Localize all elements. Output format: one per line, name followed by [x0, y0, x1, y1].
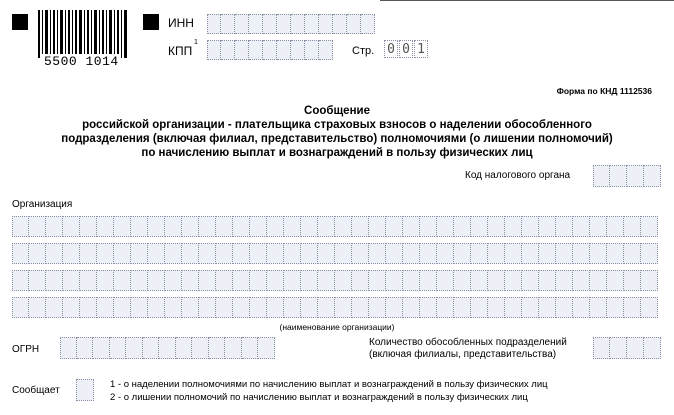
input-cell[interactable]: [263, 40, 277, 60]
input-cell[interactable]: [216, 243, 233, 264]
input-cell[interactable]: [386, 216, 403, 237]
input-cell[interactable]: [182, 270, 199, 291]
input-cell[interactable]: [199, 270, 216, 291]
tax-authority-code-label: Код налогового органа: [465, 170, 571, 181]
kpp-cells[interactable]: [207, 40, 333, 60]
input-cell[interactable]: [267, 216, 284, 237]
title-line-1: Сообщение: [304, 105, 370, 117]
reports-label: Сообщает: [12, 385, 60, 396]
input-cell[interactable]: [573, 297, 590, 318]
input-cell[interactable]: [333, 14, 347, 34]
input-cell[interactable]: [221, 14, 235, 34]
input-cell[interactable]: [386, 243, 403, 264]
input-cell[interactable]: [420, 243, 437, 264]
input-cell[interactable]: [291, 14, 305, 34]
input-cell[interactable]: [403, 216, 420, 237]
input-cell[interactable]: [471, 243, 488, 264]
input-cell[interactable]: [192, 337, 209, 359]
input-cell[interactable]: [242, 337, 259, 359]
input-cell[interactable]: [319, 40, 333, 60]
input-cell[interactable]: [131, 216, 148, 237]
input-cell[interactable]: [593, 337, 610, 359]
input-cell[interactable]: [216, 297, 233, 318]
input-cell[interactable]: [93, 337, 110, 359]
input-cell[interactable]: [263, 14, 277, 34]
input-cell[interactable]: [593, 165, 610, 187]
input-cell[interactable]: [627, 337, 644, 359]
input-cell[interactable]: [277, 40, 291, 60]
input-cell[interactable]: [209, 337, 226, 359]
input-cell[interactable]: [60, 337, 77, 359]
input-cell[interactable]: [114, 297, 131, 318]
input-cell[interactable]: [319, 14, 333, 34]
input-cell[interactable]: [80, 270, 97, 291]
input-cell[interactable]: [301, 216, 318, 237]
input-cell[interactable]: [233, 216, 250, 237]
input-cell[interactable]: [607, 297, 624, 318]
input-cell[interactable]: [216, 216, 233, 237]
input-cell[interactable]: [607, 216, 624, 237]
input-cell[interactable]: [46, 297, 63, 318]
input-cell[interactable]: [573, 216, 590, 237]
input-cell[interactable]: [641, 297, 658, 318]
kpp-superscript: 1: [194, 39, 198, 46]
input-cell[interactable]: [233, 243, 250, 264]
barcode-number: 5500 1014: [44, 54, 119, 69]
title-line-2: российской организации - плательщика страховых взносов о наделении обособленного: [82, 119, 592, 131]
input-cell[interactable]: [221, 40, 235, 60]
input-cell[interactable]: [305, 40, 319, 60]
input-cell[interactable]: [318, 270, 335, 291]
page-number-cells[interactable]: [384, 40, 429, 58]
input-cell[interactable]: [420, 216, 437, 237]
input-cell[interactable]: [624, 243, 641, 264]
title-line-4: по начислению выплат и вознаграждений в пользу физических лиц: [141, 147, 533, 159]
input-cell[interactable]: [352, 297, 369, 318]
input-cell[interactable]: [505, 270, 522, 291]
input-cell[interactable]: [610, 337, 627, 359]
input-cell[interactable]: [207, 14, 221, 34]
input-cell[interactable]: [159, 337, 176, 359]
input-cell[interactable]: [77, 337, 94, 359]
input-cell[interactable]: [403, 270, 420, 291]
input-cell[interactable]: [249, 14, 263, 34]
input-cell[interactable]: [258, 337, 275, 359]
input-cell[interactable]: [361, 14, 375, 34]
input-cell[interactable]: [488, 270, 505, 291]
input-cell[interactable]: [305, 14, 319, 34]
option-2: 2 - о лишении полномочий по начислению выплат и вознаграждений в пользу физических лиц: [110, 392, 528, 403]
input-cell[interactable]: [110, 337, 127, 359]
corner-marker: [12, 14, 28, 30]
input-cell[interactable]: [301, 297, 318, 318]
input-cell[interactable]: [176, 337, 193, 359]
input-cell[interactable]: [114, 216, 131, 237]
input-cell[interactable]: [454, 270, 471, 291]
input-cell[interactable]: [335, 243, 352, 264]
input-cell[interactable]: [233, 270, 250, 291]
tax-authority-code-cells[interactable]: [593, 165, 661, 187]
input-cell[interactable]: [539, 270, 556, 291]
ogrn-label: ОГРН: [12, 344, 40, 355]
input-cell[interactable]: [267, 270, 284, 291]
input-cell[interactable]: [573, 243, 590, 264]
input-cell[interactable]: [522, 297, 539, 318]
input-cell[interactable]: [644, 337, 661, 359]
input-cell[interactable]: [352, 270, 369, 291]
input-cell[interactable]: [143, 337, 160, 359]
input-cell[interactable]: [277, 14, 291, 34]
organization-label: Организация: [12, 199, 73, 210]
input-cell[interactable]: [250, 297, 267, 318]
input-cell[interactable]: [225, 337, 242, 359]
input-cell[interactable]: [235, 40, 249, 60]
input-cell[interactable]: [284, 216, 301, 237]
input-cell[interactable]: [437, 243, 454, 264]
input-cell[interactable]: [607, 243, 624, 264]
input-cell[interactable]: [488, 216, 505, 237]
input-cell[interactable]: [369, 297, 386, 318]
input-cell[interactable]: [420, 297, 437, 318]
input-cell[interactable]: [352, 243, 369, 264]
input-cell[interactable]: [63, 270, 80, 291]
input-cell[interactable]: [539, 297, 556, 318]
input-cell[interactable]: [267, 243, 284, 264]
input-cell[interactable]: [46, 270, 63, 291]
input-cell[interactable]: [437, 216, 454, 237]
input-cell[interactable]: [12, 243, 29, 264]
input-cell[interactable]: [126, 337, 143, 359]
input-cell[interactable]: [182, 216, 199, 237]
input-cell[interactable]: [46, 216, 63, 237]
page-digit: 0: [384, 40, 398, 58]
input-cell[interactable]: [284, 243, 301, 264]
input-cell[interactable]: [539, 243, 556, 264]
option-1: 1 - о наделении полномочиями по начислению выплат и вознаграждений в пользу физических лиц: [110, 379, 548, 390]
input-cell[interactable]: [352, 216, 369, 237]
input-cell[interactable]: [369, 243, 386, 264]
input-cell[interactable]: [199, 216, 216, 237]
input-cell[interactable]: [131, 297, 148, 318]
input-cell[interactable]: [46, 243, 63, 264]
input-cell[interactable]: [63, 243, 80, 264]
input-cell[interactable]: [250, 270, 267, 291]
input-cell[interactable]: [29, 243, 46, 264]
input-cell[interactable]: [471, 297, 488, 318]
input-cell[interactable]: [641, 243, 658, 264]
input-cell[interactable]: [386, 270, 403, 291]
input-cell[interactable]: [63, 216, 80, 237]
input-cell[interactable]: [644, 165, 661, 187]
page-label: Стр.: [352, 45, 375, 57]
subdivisions-label-line-1: Количество обособленных подразделений: [369, 337, 567, 348]
input-cell[interactable]: [627, 165, 644, 187]
input-cell[interactable]: [641, 216, 658, 237]
input-cell[interactable]: [165, 216, 182, 237]
input-cell[interactable]: [556, 243, 573, 264]
kpp-label: КПП: [168, 44, 193, 58]
input-cell[interactable]: [556, 270, 573, 291]
input-cell[interactable]: [165, 297, 182, 318]
input-cell[interactable]: [80, 216, 97, 237]
input-cell[interactable]: [182, 243, 199, 264]
input-cell[interactable]: [97, 243, 114, 264]
input-cell[interactable]: [301, 270, 318, 291]
input-cell[interactable]: [148, 270, 165, 291]
input-cell[interactable]: [607, 270, 624, 291]
input-cell[interactable]: [182, 297, 199, 318]
input-cell[interactable]: [624, 270, 641, 291]
subdivisions-label-line-2: (включая филиалы, представительства): [369, 349, 557, 360]
input-cell[interactable]: [165, 243, 182, 264]
input-cell[interactable]: [199, 297, 216, 318]
inn-label: ИНН: [168, 16, 194, 30]
input-cell[interactable]: [97, 270, 114, 291]
subdivisions-count-cells[interactable]: [593, 337, 661, 359]
input-cell[interactable]: [454, 216, 471, 237]
input-cell[interactable]: [12, 297, 29, 318]
page-digit: 0: [399, 40, 413, 58]
input-cell[interactable]: [335, 270, 352, 291]
input-cell[interactable]: [347, 14, 361, 34]
input-cell[interactable]: [114, 270, 131, 291]
input-cell[interactable]: [216, 270, 233, 291]
input-cell[interactable]: [97, 297, 114, 318]
input-cell[interactable]: [505, 243, 522, 264]
input-cell[interactable]: [573, 270, 590, 291]
form-code: Форма по КНД 1112536: [556, 86, 652, 96]
input-cell[interactable]: [63, 297, 80, 318]
title-line-3: подразделения (включая филиал, представительство) полномочиями (о лишении полномочий): [61, 133, 613, 145]
input-cell[interactable]: [488, 243, 505, 264]
input-cell[interactable]: [624, 297, 641, 318]
input-cell[interactable]: [148, 216, 165, 237]
input-cell[interactable]: [403, 297, 420, 318]
input-cell[interactable]: [624, 216, 641, 237]
input-cell[interactable]: [437, 270, 454, 291]
input-cell[interactable]: [235, 14, 249, 34]
input-cell[interactable]: [403, 243, 420, 264]
input-cell[interactable]: [29, 216, 46, 237]
input-cell[interactable]: [29, 270, 46, 291]
input-cell[interactable]: [249, 40, 263, 60]
organization-row-4[interactable]: [12, 297, 658, 318]
input-cell[interactable]: [539, 216, 556, 237]
input-cell[interactable]: [291, 40, 305, 60]
input-cell[interactable]: [233, 297, 250, 318]
input-cell[interactable]: [80, 297, 97, 318]
input-cell[interactable]: [505, 297, 522, 318]
input-cell[interactable]: [641, 270, 658, 291]
input-cell[interactable]: [369, 216, 386, 237]
inn-marker: [143, 14, 159, 30]
input-cell[interactable]: [590, 243, 607, 264]
input-cell[interactable]: [267, 297, 284, 318]
input-cell[interactable]: [335, 297, 352, 318]
input-cell[interactable]: [250, 216, 267, 237]
input-cell[interactable]: [250, 243, 267, 264]
input-cell[interactable]: [590, 297, 607, 318]
input-cell[interactable]: [318, 216, 335, 237]
input-cell[interactable]: [80, 243, 97, 264]
input-cell[interactable]: [131, 270, 148, 291]
input-cell[interactable]: [335, 216, 352, 237]
input-cell[interactable]: [590, 216, 607, 237]
input-cell[interactable]: [522, 216, 539, 237]
input-cell[interactable]: [318, 243, 335, 264]
input-cell[interactable]: [165, 270, 182, 291]
barcode: [38, 10, 128, 70]
input-cell[interactable]: [522, 243, 539, 264]
ogrn-cells[interactable]: [60, 337, 275, 359]
input-cell[interactable]: [12, 270, 29, 291]
input-cell[interactable]: [437, 297, 454, 318]
top-border-line: [380, 0, 674, 1]
organization-caption: (наименование организации): [279, 322, 395, 332]
input-cell[interactable]: [301, 243, 318, 264]
input-cell[interactable]: [590, 270, 607, 291]
input-cell[interactable]: [386, 297, 403, 318]
input-cell[interactable]: [369, 270, 386, 291]
input-cell[interactable]: [318, 297, 335, 318]
input-cell[interactable]: [556, 216, 573, 237]
inn-cells[interactable]: [207, 14, 375, 34]
input-cell[interactable]: [454, 297, 471, 318]
input-cell[interactable]: [284, 297, 301, 318]
input-cell[interactable]: [12, 216, 29, 237]
barcode-bars: [38, 10, 128, 58]
input-cell[interactable]: [420, 270, 437, 291]
input-cell[interactable]: [610, 165, 627, 187]
input-cell[interactable]: [522, 270, 539, 291]
input-cell[interactable]: [454, 243, 471, 264]
organization-row-2[interactable]: [12, 243, 658, 264]
reports-cell[interactable]: [76, 379, 94, 401]
input-cell[interactable]: [505, 216, 522, 237]
input-cell[interactable]: [97, 216, 114, 237]
organization-row-1[interactable]: [12, 216, 658, 237]
page-digit: 1: [414, 40, 428, 58]
organization-row-3[interactable]: [12, 270, 658, 291]
input-cell[interactable]: [29, 297, 46, 318]
input-cell[interactable]: [131, 243, 148, 264]
input-cell[interactable]: [148, 243, 165, 264]
input-cell[interactable]: [488, 297, 505, 318]
input-cell[interactable]: [199, 243, 216, 264]
input-cell[interactable]: [556, 297, 573, 318]
input-cell[interactable]: [471, 270, 488, 291]
input-cell[interactable]: [148, 297, 165, 318]
input-cell[interactable]: [284, 270, 301, 291]
input-cell[interactable]: [207, 40, 221, 60]
input-cell[interactable]: [471, 216, 488, 237]
input-cell[interactable]: [114, 243, 131, 264]
input-cell[interactable]: [76, 379, 94, 401]
